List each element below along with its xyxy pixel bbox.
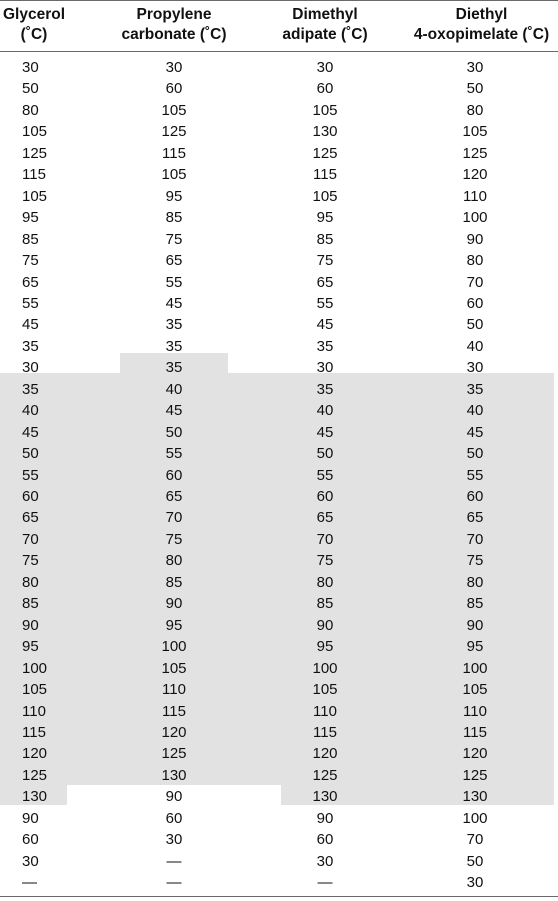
- cell-diethyl-oxopimelate: 40: [466, 337, 484, 355]
- cell-glycerol: 70: [22, 530, 39, 548]
- cell-diethyl-oxopimelate: 110: [463, 187, 487, 205]
- cell-diethyl-oxopimelate: 130: [462, 788, 488, 806]
- cell-diethyl-oxopimelate: 50: [466, 316, 484, 334]
- cell-propylene-carbonate: 105: [161, 101, 187, 119]
- cell-propylene-carbonate: 130: [161, 766, 187, 784]
- cell-dimethyl-adipate: 125: [312, 144, 338, 162]
- cell-propylene-carbonate: 75: [165, 230, 183, 248]
- cell-diethyl-oxopimelate: 80: [466, 252, 484, 270]
- cell-dimethyl-adipate: 110: [313, 702, 337, 720]
- cell-glycerol: 125: [22, 766, 48, 784]
- cell-glycerol: 60: [22, 831, 39, 849]
- cell-diethyl-oxopimelate: 105: [462, 681, 488, 699]
- cell-glycerol: 35: [22, 380, 39, 398]
- cell-propylene-carbonate: 40: [165, 380, 183, 398]
- cell-propylene-carbonate: 45: [165, 402, 183, 420]
- cell-propylene-carbonate: 35: [165, 337, 183, 355]
- cell-diethyl-oxopimelate: 110: [463, 702, 487, 720]
- cell-diethyl-oxopimelate: 100: [462, 809, 488, 827]
- cell-diethyl-oxopimelate: 95: [466, 638, 484, 656]
- cell-diethyl-oxopimelate: 80: [466, 573, 484, 591]
- cell-propylene-carbonate: 30: [165, 831, 183, 849]
- header-diethyl-line2: 4-oxopimelate (˚C): [413, 26, 550, 43]
- cell-dimethyl-adipate: —: [317, 874, 333, 892]
- cell-glycerol: 50: [22, 80, 39, 98]
- cell-glycerol: 30: [22, 852, 39, 870]
- cell-glycerol: 130: [22, 788, 48, 806]
- header-diethyl-line1: Diethyl: [455, 6, 508, 23]
- cell-diethyl-oxopimelate: 85: [466, 595, 484, 613]
- cell-glycerol: 50: [22, 445, 39, 463]
- cell-propylene-carbonate: 85: [165, 573, 183, 591]
- cell-propylene-carbonate: 115: [162, 144, 186, 162]
- cell-diethyl-oxopimelate: 75: [466, 552, 484, 570]
- cell-dimethyl-adipate: 105: [312, 681, 338, 699]
- cell-glycerol: 35: [22, 337, 39, 355]
- cell-glycerol: 30: [22, 359, 39, 377]
- cell-glycerol: 55: [22, 466, 39, 484]
- cell-dimethyl-adipate: 75: [316, 552, 334, 570]
- cell-dimethyl-adipate: 65: [316, 273, 334, 291]
- cell-propylene-carbonate: 105: [161, 659, 187, 677]
- cell-diethyl-oxopimelate: 90: [466, 616, 484, 634]
- cell-dimethyl-adipate: 30: [316, 852, 334, 870]
- cell-dimethyl-adipate: 125: [312, 766, 338, 784]
- cell-glycerol: 55: [22, 294, 39, 312]
- header-dimethyl-line1: Dimethyl: [292, 6, 358, 23]
- cell-dimethyl-adipate: 60: [316, 488, 334, 505]
- cell-diethyl-oxopimelate: 120: [462, 745, 488, 763]
- cell-propylene-carbonate: 65: [165, 252, 183, 270]
- cell-propylene-carbonate: 100: [161, 638, 187, 656]
- cell-glycerol: 90: [22, 616, 39, 634]
- cell-propylene-carbonate: 90: [165, 788, 183, 806]
- cell-diethyl-oxopimelate: 40: [466, 402, 484, 420]
- cell-dimethyl-adipate: 55: [316, 466, 334, 484]
- cell-propylene-carbonate: 35: [165, 359, 183, 377]
- cell-diethyl-oxopimelate: 30: [466, 874, 484, 892]
- cell-diethyl-oxopimelate: 50: [466, 852, 484, 870]
- cell-glycerol: 85: [22, 595, 39, 613]
- cell-diethyl-oxopimelate: 125: [462, 144, 488, 162]
- header-propylene-carbonate: [100, 0, 248, 50]
- cell-glycerol: 30: [22, 59, 39, 76]
- cell-propylene-carbonate: 85: [165, 209, 183, 227]
- cell-diethyl-oxopimelate: 120: [462, 166, 488, 184]
- header-glycerol: [0, 0, 68, 50]
- cell-glycerol: 65: [22, 509, 39, 527]
- cell-propylene-carbonate: 115: [162, 702, 186, 720]
- cell-dimethyl-adipate: 105: [312, 187, 338, 205]
- cell-dimethyl-adipate: 35: [316, 337, 334, 355]
- header-bottom-rule: [0, 51, 558, 52]
- cell-propylene-carbonate: 75: [165, 530, 183, 548]
- cell-dimethyl-adipate: 90: [316, 616, 334, 634]
- cell-propylene-carbonate: 50: [165, 423, 183, 441]
- cell-diethyl-oxopimelate: 100: [462, 659, 488, 677]
- cell-glycerol: 105: [22, 681, 48, 699]
- cell-propylene-carbonate: 30: [165, 59, 183, 76]
- cell-propylene-carbonate: 60: [165, 80, 183, 98]
- cell-propylene-carbonate: 60: [165, 809, 183, 827]
- cell-dimethyl-adipate: 95: [316, 638, 334, 656]
- cell-dimethyl-adipate: 80: [316, 573, 334, 591]
- cell-diethyl-oxopimelate: 80: [466, 101, 484, 119]
- cell-dimethyl-adipate: 70: [316, 530, 334, 548]
- cell-glycerol: 95: [22, 638, 39, 656]
- cell-diethyl-oxopimelate: 50: [466, 80, 484, 98]
- cell-propylene-carbonate: —: [166, 874, 182, 892]
- cell-propylene-carbonate: 125: [161, 123, 187, 141]
- cell-dimethyl-adipate: 50: [316, 445, 334, 463]
- cell-dimethyl-adipate: 35: [316, 380, 334, 398]
- cell-propylene-carbonate: 120: [161, 723, 187, 741]
- cell-dimethyl-adipate: 85: [316, 230, 334, 248]
- cell-diethyl-oxopimelate: 65: [466, 509, 484, 527]
- cell-glycerol: 45: [22, 316, 39, 334]
- cell-dimethyl-adipate: 105: [312, 101, 338, 119]
- cell-glycerol: 80: [22, 101, 39, 119]
- cell-propylene-carbonate: 80: [165, 552, 183, 570]
- cell-diethyl-oxopimelate: 105: [462, 123, 488, 141]
- cell-dimethyl-adipate: 60: [316, 831, 334, 849]
- cell-diethyl-oxopimelate: 60: [466, 488, 484, 505]
- cell-diethyl-oxopimelate: 90: [466, 230, 484, 248]
- cell-propylene-carbonate: 55: [165, 445, 183, 463]
- header-dimethyl-line2: adipate (˚C): [282, 26, 368, 43]
- cell-dimethyl-adipate: 30: [316, 359, 334, 377]
- cell-dimethyl-adipate: 40: [316, 402, 334, 420]
- cell-glycerol: 115: [22, 166, 46, 184]
- cell-glycerol: 120: [22, 745, 48, 763]
- cell-propylene-carbonate: 35: [165, 316, 183, 334]
- cell-diethyl-oxopimelate: 55: [466, 466, 484, 484]
- cell-dimethyl-adipate: 65: [316, 509, 334, 527]
- cell-glycerol: 75: [22, 252, 39, 270]
- cell-diethyl-oxopimelate: 115: [463, 723, 487, 741]
- cell-dimethyl-adipate: 100: [312, 659, 338, 677]
- cell-glycerol: 40: [22, 402, 39, 420]
- cell-glycerol: 45: [22, 423, 39, 441]
- cell-dimethyl-adipate: 115: [313, 723, 337, 741]
- cell-glycerol: 100: [22, 659, 48, 677]
- cell-dimethyl-adipate: 130: [312, 123, 338, 141]
- cell-propylene-carbonate: 110: [162, 681, 186, 699]
- cell-glycerol: 80: [22, 573, 39, 591]
- cell-propylene-carbonate: 65: [165, 488, 183, 505]
- cell-diethyl-oxopimelate: 50: [466, 445, 484, 463]
- cell-diethyl-oxopimelate: 45: [466, 423, 484, 441]
- cell-propylene-carbonate: 125: [161, 745, 187, 763]
- cell-dimethyl-adipate: 90: [316, 809, 334, 827]
- cell-diethyl-oxopimelate: 125: [462, 766, 488, 784]
- cell-diethyl-oxopimelate: 70: [466, 530, 484, 548]
- cell-glycerol: 60: [22, 488, 39, 505]
- cell-dimethyl-adipate: 60: [316, 80, 334, 98]
- cell-glycerol: 85: [22, 230, 39, 248]
- header-propylene-line2: carbonate (˚C): [121, 26, 227, 43]
- cell-propylene-carbonate: 95: [165, 616, 183, 634]
- cell-dimethyl-adipate: 45: [316, 423, 334, 441]
- cell-glycerol: 105: [22, 187, 48, 205]
- table-bottom-rule: [0, 896, 558, 897]
- header-diethyl-oxopimelate: [405, 0, 558, 50]
- cell-diethyl-oxopimelate: 30: [466, 59, 484, 76]
- header-glycerol-line2: (˚C): [20, 26, 48, 43]
- cell-diethyl-oxopimelate: 60: [466, 294, 484, 312]
- cell-glycerol: 75: [22, 552, 39, 570]
- cell-propylene-carbonate: 55: [165, 273, 183, 291]
- cell-diethyl-oxopimelate: 30: [466, 359, 484, 377]
- cell-diethyl-oxopimelate: 70: [466, 273, 484, 291]
- cell-propylene-carbonate: 95: [165, 187, 183, 205]
- cell-glycerol: 115: [22, 723, 46, 741]
- cell-propylene-carbonate: 90: [165, 595, 183, 613]
- cell-diethyl-oxopimelate: 100: [462, 209, 488, 227]
- cell-glycerol: 125: [22, 144, 48, 162]
- header-glycerol-line1: Glycerol: [2, 6, 66, 23]
- cell-propylene-carbonate: 60: [165, 466, 183, 484]
- cell-propylene-carbonate: 45: [165, 294, 183, 312]
- cell-dimethyl-adipate: 85: [316, 595, 334, 613]
- cell-dimethyl-adipate: 30: [316, 59, 334, 76]
- cell-dimethyl-adipate: 75: [316, 252, 334, 270]
- cell-dimethyl-adipate: 95: [316, 209, 334, 227]
- cell-dimethyl-adipate: 130: [312, 788, 338, 806]
- cell-propylene-carbonate: 105: [161, 166, 187, 184]
- header-propylene-line1: Propylene: [136, 6, 212, 23]
- cell-dimethyl-adipate: 55: [316, 294, 334, 312]
- cell-diethyl-oxopimelate: 70: [466, 831, 484, 849]
- cell-glycerol: 65: [22, 273, 39, 291]
- cell-dimethyl-adipate: 120: [312, 745, 338, 763]
- cell-propylene-carbonate: —: [166, 852, 182, 870]
- cell-diethyl-oxopimelate: 35: [466, 380, 484, 398]
- header-dimethyl-adipate: [245, 0, 405, 50]
- cell-glycerol: 95: [22, 209, 39, 227]
- cell-glycerol: 90: [22, 809, 39, 827]
- cell-glycerol: 105: [22, 123, 48, 141]
- cell-dimethyl-adipate: 115: [313, 166, 337, 184]
- cell-glycerol: —: [22, 874, 37, 892]
- cell-glycerol: 110: [22, 702, 46, 720]
- cell-propylene-carbonate: 70: [165, 509, 183, 527]
- cell-dimethyl-adipate: 45: [316, 316, 334, 334]
